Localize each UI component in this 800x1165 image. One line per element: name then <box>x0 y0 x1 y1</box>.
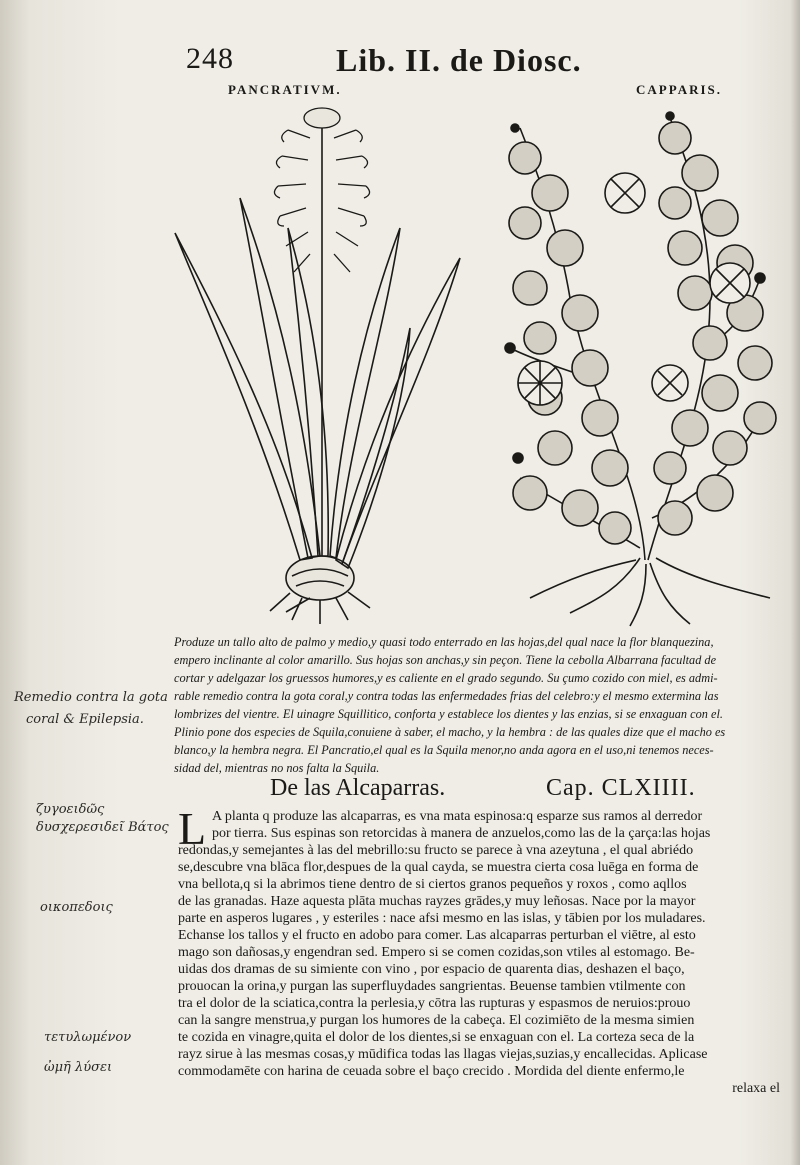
body-line: tra el dolor de la sciatica,contra la perlesia,y cōtra las rupturas y espasmos de neruios:prouo <box>178 996 691 1011</box>
body-line-catchword: relaxa el <box>732 1081 780 1096</box>
body-line: se,descubre vna blāca flor,despues de la qual cayda, se muestra cierta cosa luēga en forma de <box>178 860 699 875</box>
plant-label-capparis: CAPPARIS. <box>636 82 723 97</box>
body-line: commodamēte con harina de ceuada sobre el baço crecido . Mordida del diente enfermo,le <box>178 1064 685 1079</box>
body-line: A planta q produze las alcaparras, es vna mata espinosa:q esparze sus ramos al derredor <box>212 809 703 824</box>
page-header <box>186 42 646 82</box>
body-line: redondas,y semejantes à las del mebrillo:su fructo se parece à vna azeytuna , el qual abriédo <box>178 843 694 858</box>
italic-line: blanco,y la hembra negra. El Pancratio,el qual es la Squila menor,no anda agora en el uso,ni tenemos neces- <box>174 743 714 757</box>
drop-cap: L <box>178 803 207 854</box>
body-line: prouocan la orina,y purgan las superfluydades sangrientas. Beuense tambien vtilmente con <box>178 979 686 994</box>
body-line: te cozida en vinagre,quita el dolor de los dientes,si se enxaguan con el. La corteza seca de la <box>178 1030 695 1045</box>
body-line: can la sangre menstrua,y purgan los humores de la cabeça. El cozimiēto de la mesma simien <box>178 1013 695 1028</box>
italic-line: cortar y adelgazar los gruessos humores,y es caliente en el grado segundo. Su çumo cozido con miel, es admi- <box>174 671 718 685</box>
body-line: mago son dañosas,y engendran sed. Empero si se comen cozidas,son vtiles al estomago. Be- <box>178 945 695 960</box>
page-number: 248 <box>186 42 234 75</box>
chapter-heading <box>270 775 790 805</box>
margin-note-greek-5: ὠμῆ λύσει <box>44 1060 113 1075</box>
body-line: por tierra. Sus espinas son retorcidas à manera de anzuelos,como las de la çarça:las hojas <box>212 826 711 841</box>
margin-note-coral: coral & Epilepsia. <box>26 712 144 727</box>
margin-note-greek-3: οικοπεδοις <box>40 900 113 915</box>
italic-line: lombrizes del vientre. El uinagre Squillitico, conforta y establece los dientes y las enzias, si se enxaguan con el. <box>174 707 723 721</box>
woodcut-illustration <box>170 98 780 628</box>
margin-note-greek-2: δυσχερεσιδεῖ Βάτος <box>36 820 169 835</box>
capparis-woodcut <box>505 112 776 626</box>
margin-note-greek-4: τετυλωμένον <box>44 1030 132 1045</box>
margin-note-remedio: Remedio contra la gota <box>14 690 168 705</box>
pancratium-description <box>174 633 780 777</box>
italic-line: rable remedio contra la gota coral,y contra todas las enfermedades frias del celebro:y el mesmo extermina las <box>174 689 719 703</box>
chapter-body <box>178 808 780 1097</box>
body-line: de las granadas. Haze aquesta plāta muchas rayzes grādes,y muy leñosas. Nace por la mayor <box>178 894 696 909</box>
chapter-number: Cap. CLXIIII. <box>546 775 696 801</box>
italic-line: Plinio pone dos especies de Squila,conuiene à saber, el macho, y la hembra : de las quales dize que el macho es <box>174 725 726 739</box>
body-line: Echanse los tallos y el fructo en adobo para comer. Las alcaparras perturban el viētre, al esto <box>178 928 696 943</box>
pancratium-woodcut <box>175 108 460 624</box>
italic-line: Produze un tallo alto de palmo y medio,y quasi todo enterrado en las hojas,del qual nace la flor blanquezina, <box>174 635 714 649</box>
body-line: uidas dos dramas de su simiente con vino , por espacio de quarenta dias, deshazen el baço, <box>178 962 685 977</box>
woodcut-plants-image <box>170 98 780 628</box>
body-line: rayz sirue à las mesmas cosas,y mūdifica todas las llagas viejas,suzias,y encallecidas. Aplicase <box>178 1047 708 1062</box>
body-line: vna bellota,q si la abrimos tiene dentro de si ciertos granos pequeños y roxos , como aqllos <box>178 877 687 892</box>
body-line: parte en asperos lugares , y esteriles : nace afsi mesmo en las islas, y tābien por los muladares. <box>178 911 706 926</box>
plant-label-pancratium: PANCRATIVM. <box>228 82 342 97</box>
margin-note-greek-1: ζυγοειδῶς <box>36 802 105 817</box>
chapter-title: De las Alcaparras. <box>270 775 446 801</box>
running-title: Lib. II. de Diosc. <box>336 42 582 78</box>
italic-line: empero inclinante al color amarillo. Sus hojas son anchas,y sin peçon. Tiene la cebolla Albarrana facultad de <box>174 653 717 667</box>
italic-line: sidad del, mientras no nos falta la Squila. <box>174 761 380 775</box>
